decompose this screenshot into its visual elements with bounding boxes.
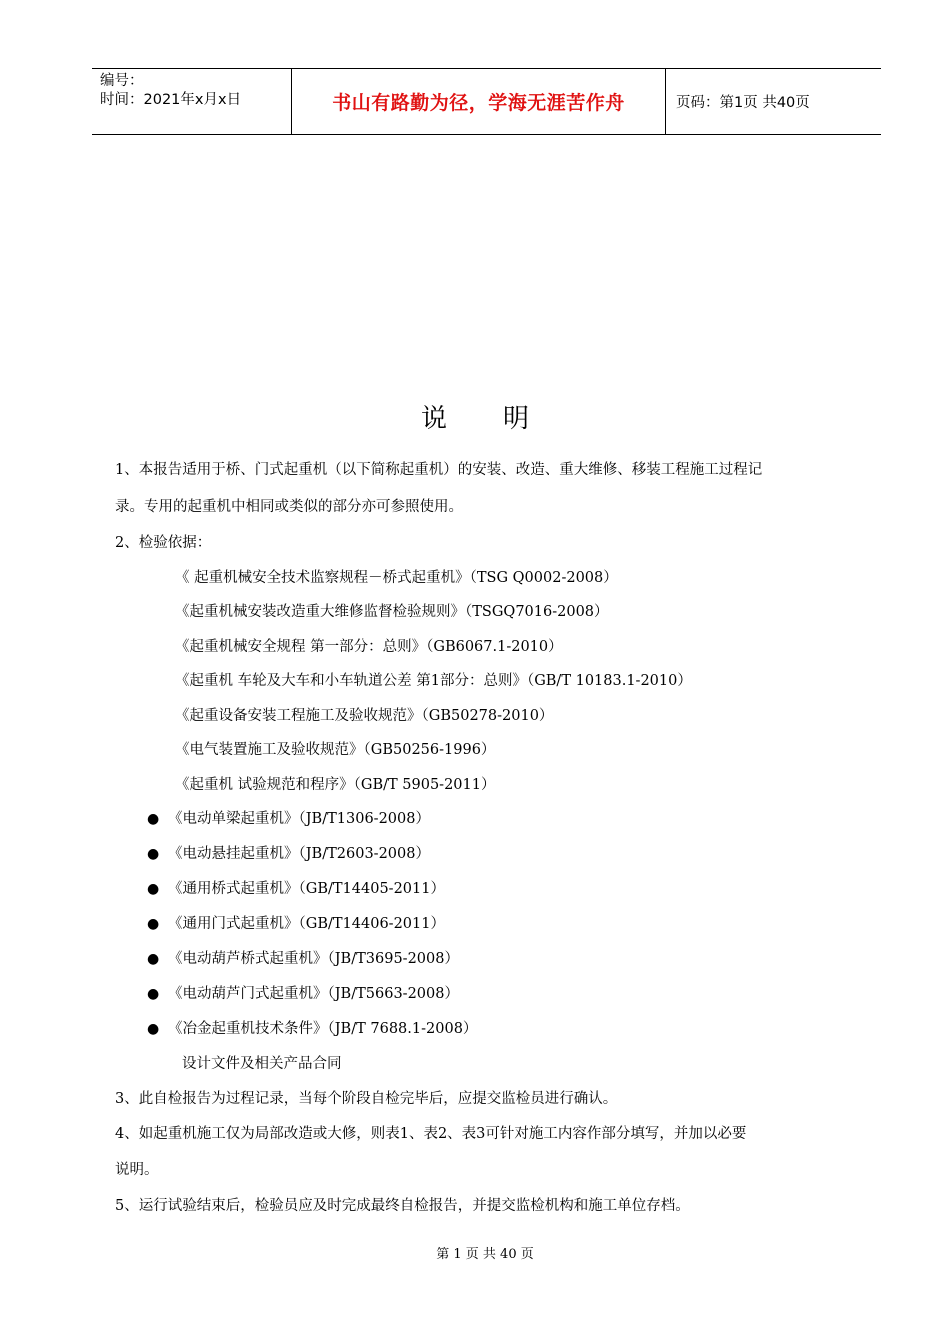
page-header [92,68,881,135]
reference-item: 《电气装置施工及验收规范》（GB50256-1996） [175,742,496,758]
bullet-reference-item [147,984,459,1004]
bullet-icon: ● [147,881,160,897]
bullet-reference-item [147,914,445,934]
bullet-reference-text: 《冶金起重机技术条件》（JB/T 7688.1-2008） [168,1021,478,1037]
bullet-reference-text: 《电动葫芦门式起重机》（JB/T5663-2008） [168,986,459,1002]
reference-item: 《起重机 试验规范和程序》（GB/T 5905-2011） [175,777,496,793]
page-footer: 第 1 页 共 40 页 [436,1247,534,1262]
bullet-reference-text: 《通用门式起重机》（GB/T14406-2011） [168,916,445,932]
bullet-reference-item [147,879,445,899]
header-motto: 书山有路勤为径，学海无涯苦作舟 [292,69,666,134]
paragraph-1-line-2: 录。专用的起重机中相同或类似的部分亦可参照使用。 [115,499,463,515]
reference-item: 《起重设备安装工程施工及验收规范》（GB50278-2010） [175,708,554,724]
paragraph-3: 3、此自检报告为过程记录，当每个阶段自检完毕后，应提交监检员进行确认。 [115,1091,618,1107]
reference-item: 《起重机 车轮及大车和小车轨道公差 第1部分：总则》（GB/T 10183.1-2010） [175,673,692,689]
paragraph-2: 2、检验依据： [115,535,212,551]
bullet-reference-text: 《电动葫芦桥式起重机》（JB/T3695-2008） [168,951,459,967]
bullet-icon: ● [147,986,160,1002]
bullet-reference-text: 《通用桥式起重机》（GB/T14405-2011） [168,881,445,897]
design-documents-line: 设计文件及相关产品合同 [182,1056,342,1072]
bullet-icon: ● [147,811,160,827]
bullet-icon: ● [147,1021,160,1037]
reference-item: 《 起重机械安全技术监察规程－桥式起重机》（TSG Q0002-2008） [175,570,618,586]
paragraph-4-line-2: 说明。 [115,1162,159,1178]
header-meta [92,69,292,134]
document-title: 说明 [420,404,585,434]
header-page-label: 页码：第1页 共40页 [676,95,810,111]
paragraph-4-line-1: 4、如起重机施工仅为局部改造或大修，则表1、表2、表3可针对施工内容作部分填写，并加以必要 [115,1126,747,1142]
bullet-icon: ● [147,951,160,967]
paragraph-5: 5、运行试验结束后，检验员应及时完成最终自检报告，并提交监检机构和施工单位存档。 [115,1198,690,1214]
bullet-reference-text: 《电动单梁起重机》（JB/T1306-2008） [168,811,430,827]
bullet-reference-text: 《电动悬挂起重机》（JB/T2603-2008） [168,846,430,862]
paragraph-1-line-1: 1、本报告适用于桥、门式起重机（以下简称起重机）的安装、改造、重大维修、移装工程施工过程记 [115,462,763,478]
header-time-label: 时间：2021年x月x日 [100,92,242,108]
bullet-icon: ● [147,846,160,862]
bullet-reference-item [147,1019,478,1039]
bullet-icon: ● [147,916,160,932]
bullet-reference-item [147,949,459,969]
reference-item: 《起重机械安全规程 第一部分：总则》（GB6067.1-2010） [175,639,563,655]
bullet-reference-item [147,809,430,829]
reference-item: 《起重机械安装改造重大维修监督检验规则》（TSGQ7016-2008） [175,604,609,620]
bullet-reference-item [147,844,430,864]
header-number-label: 编号： [100,73,144,89]
